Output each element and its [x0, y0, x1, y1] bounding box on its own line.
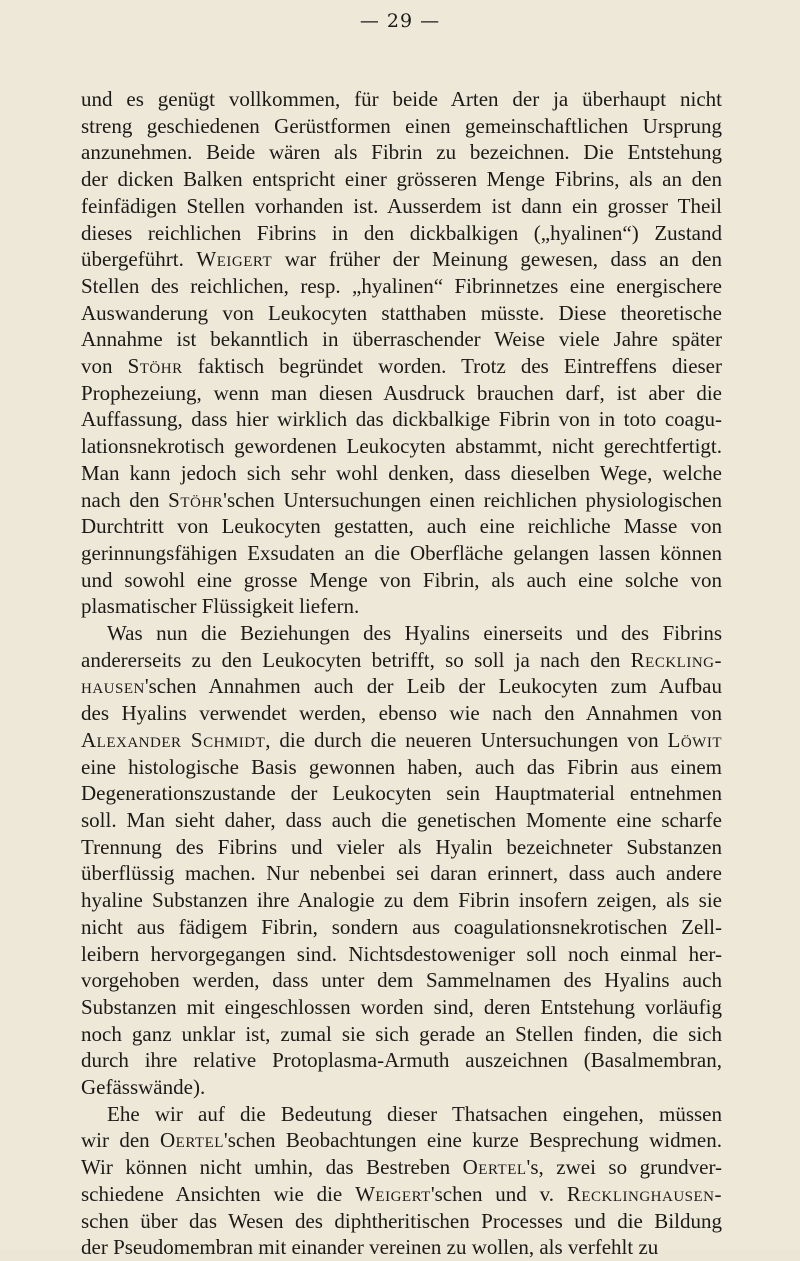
- text-segment: plasmatischer Flüssigkeit liefern.: [81, 594, 360, 619]
- author-name: Oertel: [160, 1128, 224, 1153]
- text-segment: , die durch die neueren Untersuchungen von: [265, 727, 668, 752]
- text-line: [81, 941, 722, 968]
- text-segment: hyaline Substanzen ihre Analogie zu dem Fibrin insofern zeigen, als sie: [81, 888, 722, 913]
- text-line: [81, 246, 722, 273]
- text-segment: überflüssig machen. Nur nebenbei sei daran erinnert, dass auch andere: [81, 861, 722, 886]
- text-line: [81, 780, 722, 807]
- author-name: Stöhr: [168, 487, 224, 512]
- text-line: [81, 433, 722, 460]
- text-line: [81, 1021, 722, 1048]
- text-line: [81, 1154, 722, 1181]
- text-segment: nicht aus fädigem Fibrin, sondern aus coagulationsnekrotischen Zell-: [81, 914, 722, 939]
- text-segment: streng geschiedenen Gerüstformen einen gemeinschaftlichen Ursprung: [81, 113, 722, 138]
- text-line: [81, 406, 722, 433]
- text-line: [81, 593, 722, 620]
- author-name: Weigert: [355, 1181, 431, 1206]
- text-segment: Auswanderung von Leukocyten statthaben müsste. Diese theoretische: [81, 300, 722, 325]
- text-line: [81, 1074, 722, 1101]
- author-name: Stöhr: [127, 354, 183, 379]
- author-name: Weigert: [196, 247, 273, 272]
- text-segment: Degenerationszustande der Leukocyten sein Hauptmaterial entnehmen: [81, 781, 722, 806]
- text-segment: 's, zwei so grundver-: [526, 1155, 723, 1180]
- text-line: [81, 700, 722, 727]
- paragraph: [81, 86, 722, 620]
- author-name: hausen: [81, 674, 145, 699]
- body-text: [81, 86, 722, 1261]
- text-line: [81, 113, 722, 140]
- text-segment: schiedene Ansichten wie die: [81, 1181, 356, 1206]
- text-line: [81, 727, 722, 754]
- text-segment: andererseits zu den Leukocyten betrifft, so soll ja nach den: [81, 647, 631, 672]
- text-line: [81, 887, 722, 914]
- text-segment: Trennung des Fibrins und vieler als Hyalin bezeichneter Substanzen: [81, 834, 722, 859]
- text-line: [81, 166, 722, 193]
- page-number: — 29 —: [359, 10, 441, 32]
- text-segment: durch ihre relative Protoplasma-Armuth auszeichnen (Basalmembran,: [81, 1048, 722, 1073]
- text-segment: der Pseudomembran mit einander vereinen zu wollen, als verfehlt zu: [81, 1235, 659, 1260]
- text-line: [81, 193, 722, 220]
- text-segment: gerinnungsfähigen Exsudaten an die Oberfläche gelangen lassen können: [81, 540, 722, 565]
- text-line: [81, 994, 722, 1021]
- text-line: [81, 914, 722, 941]
- text-line: [81, 487, 722, 514]
- text-line: [81, 380, 722, 407]
- text-segment: 'schen Untersuchungen einen reichlichen physiologischen: [223, 487, 722, 512]
- text-line: [81, 353, 722, 380]
- text-segment: des Hyalins verwendet werden, ebenso wie nach den Annahmen von: [81, 701, 722, 726]
- text-line: [81, 807, 722, 834]
- paragraph: [81, 620, 722, 1101]
- text-segment: Stellen des reichlichen, resp. „hyalinen“ Fibrinnetzes eine energischere: [81, 273, 722, 298]
- text-segment: Auffassung, dass hier wirklich das dickbalkige Fibrin von in toto coagu-: [81, 407, 722, 432]
- text-segment: vorgehoben werden, dass unter dem Sammelnamen des Hyalins auch: [81, 968, 722, 993]
- paragraph: [81, 1101, 722, 1261]
- text-segment: 'schen Beobachtungen eine kurze Besprechung widmen.: [223, 1128, 722, 1153]
- text-segment: Prophezeiung, wenn man diesen Ausdruck brauchen darf, ist aber die: [81, 380, 722, 405]
- author-name: Löwit: [667, 727, 722, 752]
- text-line: [81, 620, 722, 647]
- author-name: Recklinghausen-: [566, 1181, 722, 1206]
- text-line: [81, 967, 722, 994]
- text-segment: leibern hervorgegangen sind. Nichtsdestoweniger soll noch einmal her-: [81, 941, 722, 966]
- text-line: [81, 1234, 722, 1261]
- text-line: [81, 860, 722, 887]
- text-line: [81, 139, 722, 166]
- text-segment: wir den: [81, 1128, 160, 1153]
- text-segment: soll. Man sieht daher, dass auch die genetischen Momente eine scharfe: [81, 807, 722, 832]
- author-name: Alexander Schmidt: [81, 727, 266, 752]
- text-segment: eine histologische Basis gewonnen haben, auch das Fibrin aus einem: [81, 754, 722, 779]
- text-line: [81, 834, 722, 861]
- text-segment: Was nun die Beziehungen des Hyalins einerseits und des Fibrins: [107, 621, 722, 646]
- text-line: [81, 647, 722, 674]
- text-segment: faktisch begründet worden. Trotz des Eintreffens dieser: [182, 354, 722, 379]
- text-segment: anzunehmen. Beide wären als Fibrin zu bezeichnen. Die Entstehung: [81, 140, 722, 165]
- text-segment: und es genügt vollkommen, für beide Arten der ja überhaupt nicht: [81, 87, 722, 111]
- text-segment: Substanzen mit eingeschlossen worden sind, deren Entstehung vorläufig: [81, 994, 722, 1019]
- author-name: Oertel: [462, 1155, 527, 1180]
- text-line: [81, 754, 722, 781]
- text-segment: 'schen Annahmen auch der Leib der Leukocyten zum Aufbau: [144, 674, 722, 699]
- text-segment: schen über das Wesen des diphtheritischen Processes und die Bildung: [81, 1208, 722, 1233]
- text-line: [81, 1127, 722, 1154]
- text-segment: der dicken Balken entspricht einer grösseren Menge Fibrins, als an den: [81, 167, 722, 192]
- text-line: [81, 540, 722, 567]
- text-segment: war früher der Meinung gewesen, dass an den: [272, 247, 723, 272]
- text-segment: Annahme ist bekanntlich in überraschender Weise viele Jahre später: [81, 327, 722, 352]
- text-line: [81, 273, 722, 300]
- text-line: [81, 673, 722, 700]
- text-segment: Man kann jedoch sich sehr wohl denken, dass dieselben Wege, welche: [81, 460, 722, 485]
- text-line: [81, 1181, 722, 1208]
- text-line: [81, 1101, 722, 1128]
- text-segment: dieses reichlichen Fibrins in den dickbalkigen („hyalinen“) Zustand: [81, 220, 722, 245]
- text-line: [81, 1208, 722, 1235]
- text-line: [81, 220, 722, 247]
- text-segment: Durchtritt von Leukocyten gestatten, auch eine reichliche Masse von: [81, 514, 722, 539]
- text-line: [81, 460, 722, 487]
- text-segment: lationsnekrotisch gewordenen Leukocyten abstammt, nicht gerechtfertigt.: [81, 434, 722, 459]
- text-line: [81, 1047, 722, 1074]
- text-line: [81, 567, 722, 594]
- text-line: [81, 300, 722, 327]
- text-segment: Wir können nicht umhin, das Bestreben: [81, 1155, 463, 1180]
- text-segment: nach den: [81, 487, 169, 512]
- text-segment: und sowohl eine grosse Menge von Fibrin, als auch eine solche von: [81, 567, 722, 592]
- author-name: Reckling-: [630, 647, 722, 672]
- text-segment: Ehe wir auf die Bedeutung dieser Thatsachen eingehen, müssen: [107, 1101, 722, 1126]
- text-line: [81, 86, 722, 113]
- text-segment: 'schen und v.: [430, 1181, 567, 1206]
- text-segment: von: [81, 354, 128, 379]
- text-segment: Gefässwände).: [81, 1075, 206, 1100]
- text-line: [81, 513, 722, 540]
- text-segment: feinfädigen Stellen vorhanden ist. Ausserdem ist dann ein grosser Theil: [81, 193, 722, 218]
- text-segment: übergeführt.: [81, 247, 197, 272]
- text-line: [81, 326, 722, 353]
- text-segment: noch ganz unklar ist, zumal sie sich gerade an Stellen finden, die sich: [81, 1021, 722, 1046]
